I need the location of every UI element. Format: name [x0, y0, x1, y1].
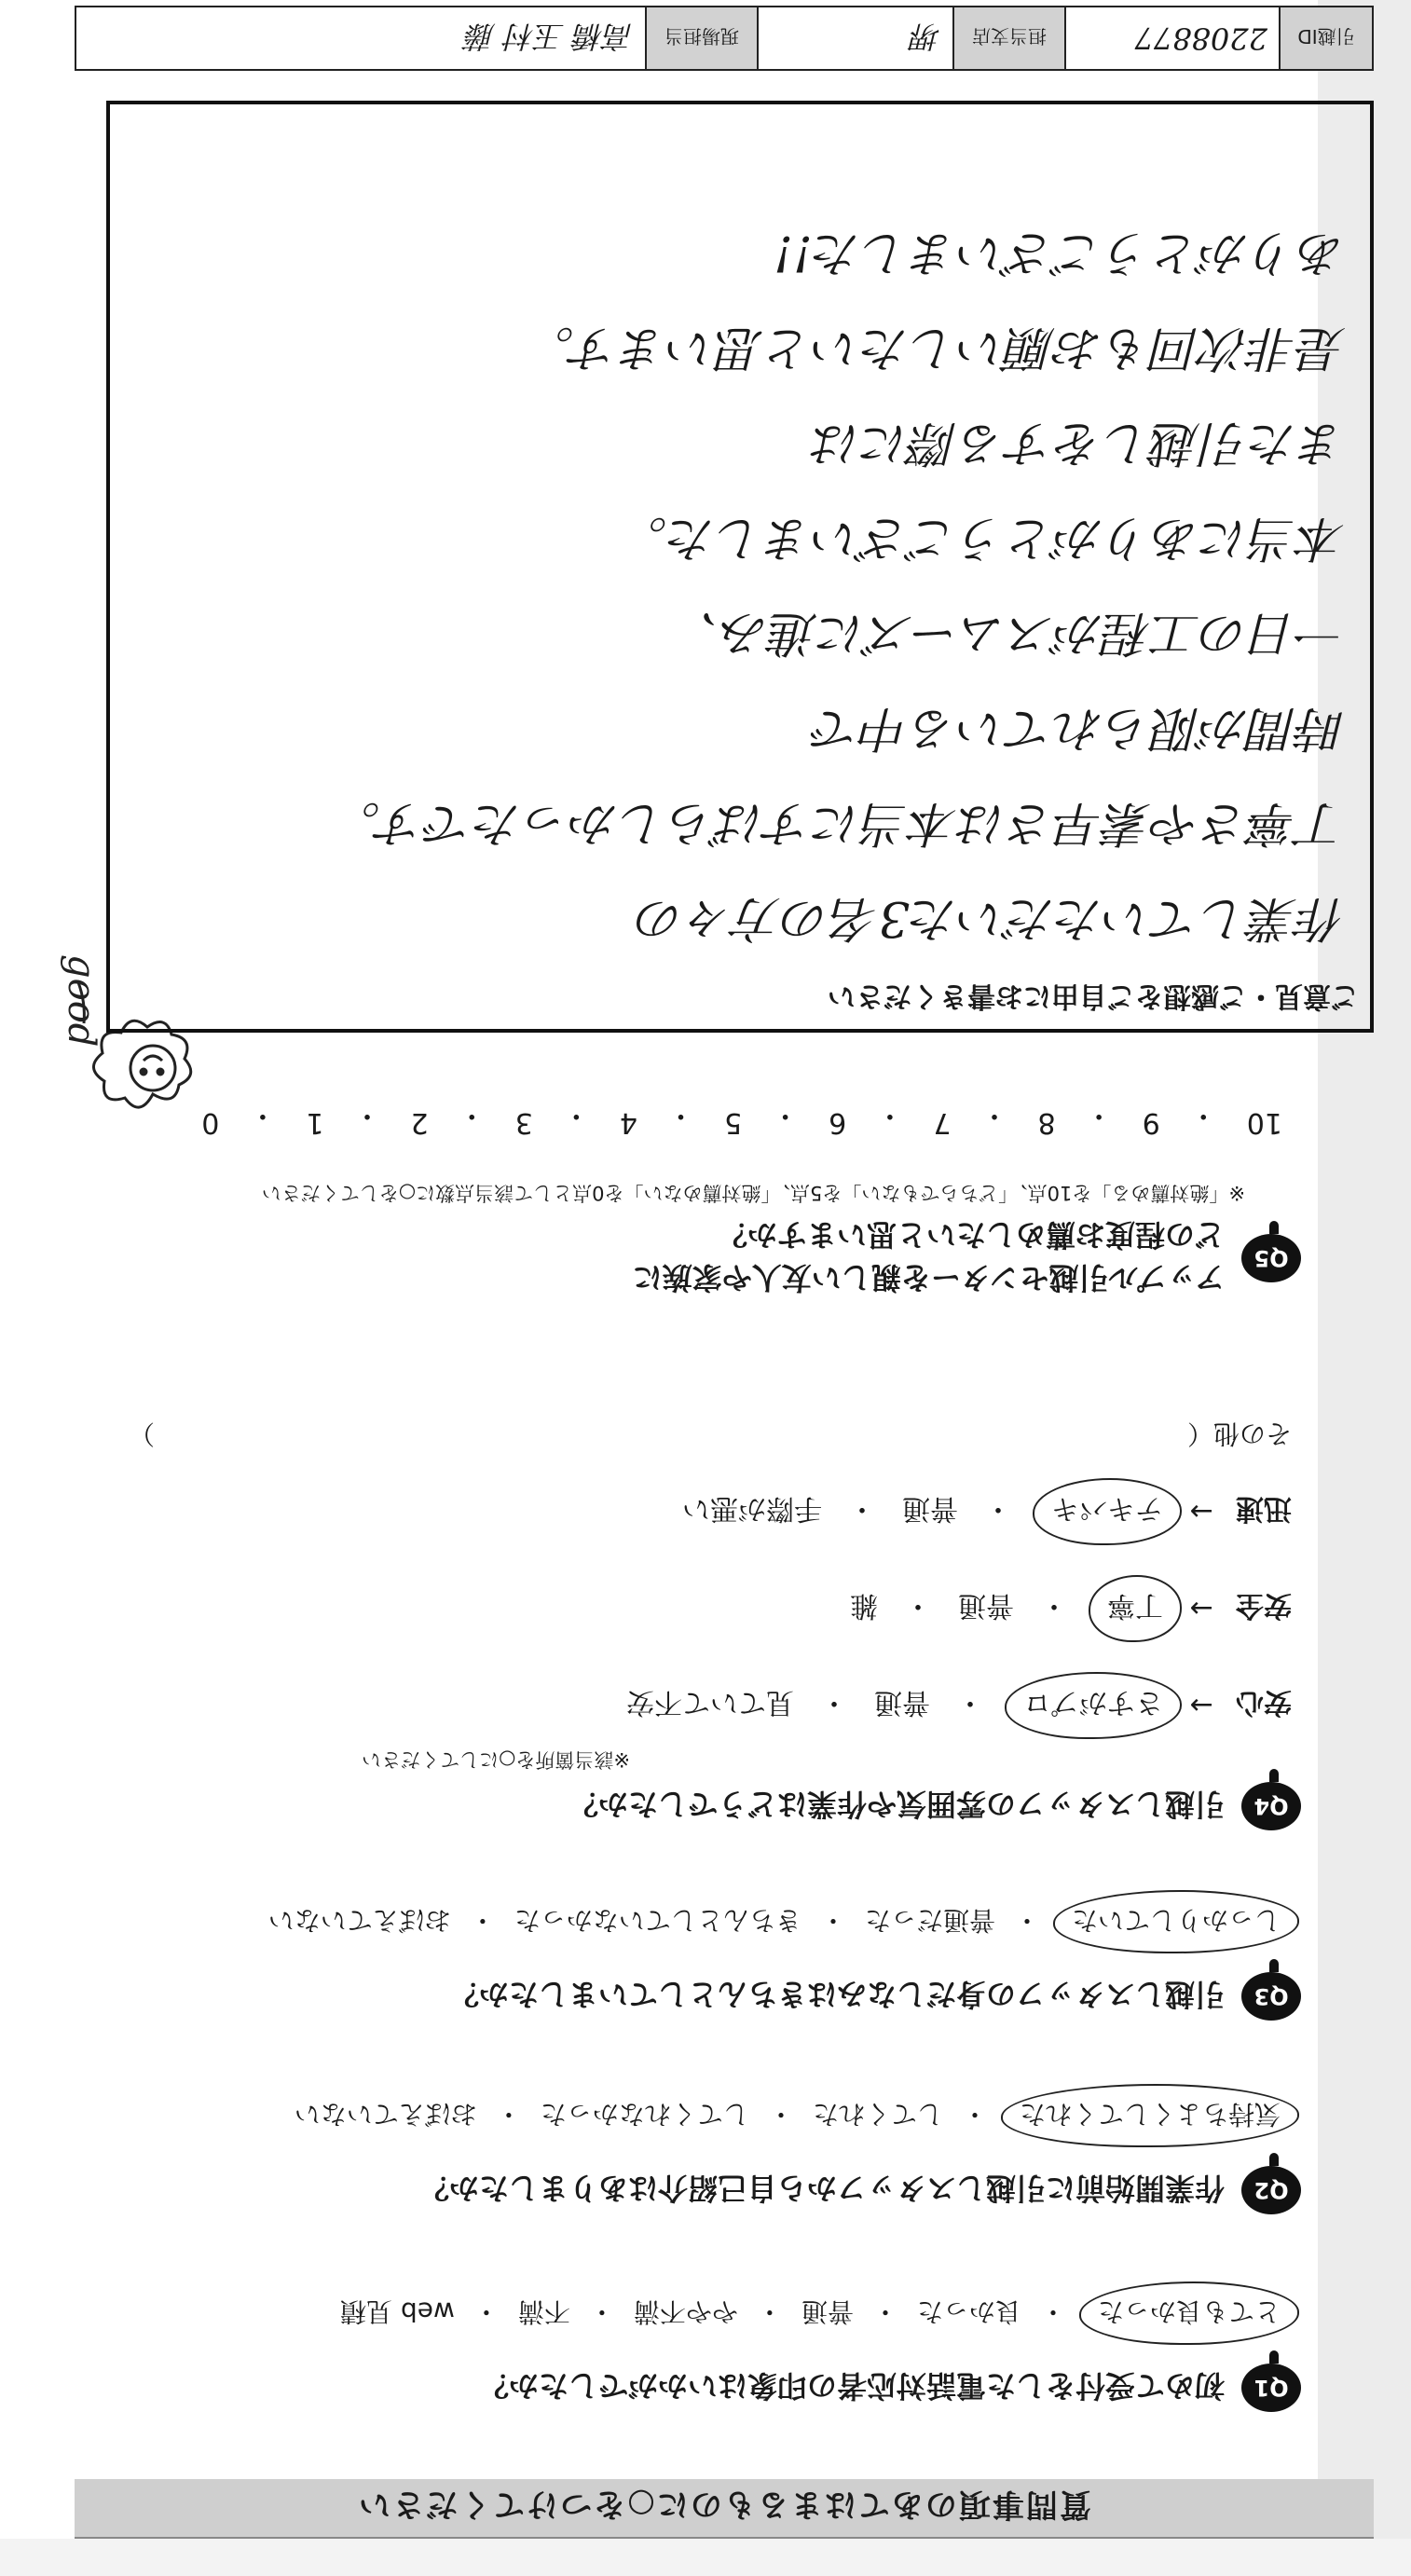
- comment-handwriting[interactable]: [110, 201, 1370, 969]
- q5-badge: Q5: [1241, 1234, 1301, 1282]
- q4-other-label: その他（: [1186, 1418, 1292, 1449]
- comment-line: 時間が限られている中で: [812, 700, 1346, 756]
- q3-option-4[interactable]: おぼえていない: [267, 1905, 451, 1936]
- scale-6[interactable]: 6: [829, 1106, 847, 1139]
- question-2: [89, 2097, 1301, 2214]
- branch-label: 担当支店: [952, 7, 1064, 69]
- q2-options: 気持ちよくしてくれた ・ してくれた ・ してくれなかった ・ おぼえていない: [89, 2097, 1294, 2134]
- scale-10[interactable]: 10: [1246, 1106, 1282, 1139]
- q2-option-2[interactable]: してくれた: [812, 2099, 943, 2130]
- q4-note: ※該当箇所を○にしてください: [362, 1748, 630, 1771]
- footer-table: [75, 6, 1374, 71]
- q5-scale: 10 ・ 9 ・ 8 ・ 7 ・ 6 ・ 5 ・ 4 ・ 3 ・ 2 ・ 1 ・ 0: [201, 1099, 1282, 1139]
- q3-option-2[interactable]: 普通だった: [864, 1905, 995, 1936]
- comment-line: ありがとうございました!!: [774, 225, 1346, 281]
- scale-1[interactable]: 1: [306, 1106, 324, 1139]
- q2-badge: Q2: [1241, 2166, 1301, 2214]
- q1-option-1[interactable]: とても良かった: [1079, 2281, 1299, 2345]
- q1-options: とても良かった ・ 良かった ・ 普通 ・ やや不満 ・ 不満 ・ web 見積: [89, 2295, 1294, 2332]
- q4-row3-option-3[interactable]: 手際が悪い: [682, 1492, 822, 1525]
- comment-line: 一日の工程がスムーズに進み、: [669, 605, 1346, 661]
- q3-option-3[interactable]: きちんとしていなかった: [514, 1905, 801, 1936]
- comment-title: ご意見・ご感想をご自由にお書きください: [828, 980, 1359, 1012]
- q4-row3-option-2[interactable]: 普通: [902, 1492, 958, 1525]
- question-3: [89, 1903, 1301, 2021]
- q3-badge: Q3: [1241, 1972, 1301, 2021]
- q4-badge: Q4: [1241, 1782, 1301, 1830]
- q4-row1-option-1[interactable]: さすがプロ: [1005, 1672, 1182, 1739]
- scale-4[interactable]: 4: [619, 1106, 637, 1139]
- q4-text: 引越しスタッフの雰囲気や作業はどうでしたか？: [568, 1787, 1225, 1822]
- q1-option-5[interactable]: 不満: [517, 2296, 570, 2327]
- question-5: [89, 1098, 1301, 1301]
- staff-label: 現場担当: [645, 7, 757, 69]
- q4-row1-option-3[interactable]: 見ていて不安: [626, 1686, 794, 1719]
- comment-line: また引越しをする際には: [812, 415, 1346, 471]
- scan-edge-bottom: [0, 2539, 1411, 2576]
- instruction-header: 質問事項のあてはまるものに○をつけてください: [75, 2479, 1374, 2539]
- staff-value: 高橋 玉村 藤: [465, 19, 634, 54]
- id-label: 引越ID: [1279, 7, 1372, 69]
- arrow-icon: →: [1189, 1689, 1213, 1722]
- branch-value: 堺: [757, 7, 952, 69]
- q1-option-3[interactable]: 普通: [801, 2296, 854, 2327]
- scale-8[interactable]: 8: [1037, 1106, 1056, 1139]
- q4-row2-option-2[interactable]: 普通: [958, 1589, 1014, 1622]
- q1-option-6[interactable]: web 見積: [340, 2296, 455, 2327]
- comment-line: 作業していただいた3名の方々の: [636, 890, 1346, 946]
- q4-row-label: 安心: [1236, 1686, 1292, 1719]
- q1-badge: Q1: [1241, 2364, 1301, 2412]
- scale-7[interactable]: 7: [933, 1106, 952, 1139]
- q3-options: しっかりしていた ・ 普通だった ・ きちんとしていなかった ・ おぼえていない: [89, 1903, 1294, 1940]
- q5-note: ※「絶対薦める」を10点、「どちらでもない」を5点、「絶対薦めない」を0点として該当点数に○をしてください: [261, 1182, 1245, 1204]
- q4-row-anshin: 安心 → さすがプロ ・ 普通 ・ 見ていて不安: [89, 1685, 1292, 1726]
- id-value: 2208877: [1064, 7, 1279, 69]
- q4-row-label: 安全: [1236, 1589, 1292, 1622]
- q4-row-anzen: 安全 → 丁寧 ・ 普通 ・ 雑: [89, 1588, 1292, 1629]
- q4-row2-option-1[interactable]: 丁寧: [1089, 1575, 1182, 1642]
- q3-text: 引越しスタッフの身だしなみはきちんとしていましたか？: [448, 1977, 1225, 2012]
- q1-option-2[interactable]: 良かった: [916, 2296, 1021, 2327]
- comment-line: 本当にありがとうございました。: [618, 510, 1346, 566]
- q2-option-4[interactable]: おぼえていない: [294, 2099, 477, 2130]
- arrow-icon: →: [1189, 1592, 1213, 1625]
- q4-other: [89, 1417, 1292, 1454]
- scale-9[interactable]: 9: [1142, 1106, 1160, 1139]
- comment-line: 是非次回もお願いしたいと思います。: [526, 320, 1346, 376]
- q1-text: 初めて受付をした電話対応者の印象はいかがでしたか？: [478, 2368, 1225, 2404]
- q4-row-label: 迅速: [1236, 1492, 1292, 1525]
- scale-3[interactable]: 3: [514, 1106, 533, 1139]
- scale-5[interactable]: 5: [724, 1106, 743, 1139]
- q4-other-close: ）: [128, 1418, 155, 1449]
- scale-0[interactable]: 0: [201, 1106, 220, 1139]
- q1-option-4[interactable]: やや不満: [633, 2296, 738, 2327]
- q4-row-jinsoku: 迅速 → テキパキ ・ 普通 ・ 手際が悪い: [89, 1491, 1292, 1532]
- q4-row1-option-2[interactable]: 普通: [874, 1686, 930, 1719]
- q5-text-line2: どの程度お薦めしたいと思いますか？: [717, 1217, 1225, 1253]
- q4-other-field[interactable]: [168, 1417, 1174, 1454]
- q2-option-3[interactable]: してくれなかった: [540, 2099, 749, 2130]
- comment-line: 丁寧さや素早さは本当にすばらしかったです。: [332, 795, 1346, 851]
- q2-text: 作業開始前に引越しスタッフから自己紹介はありましたか？: [418, 2171, 1225, 2206]
- question-4: [89, 1417, 1301, 1830]
- q5-text-line1: アップル引越センターを親しい友人や家族に: [632, 1260, 1225, 1295]
- q4-row3-option-1[interactable]: テキパキ: [1033, 1478, 1182, 1545]
- comment-box: [106, 101, 1374, 1033]
- q4-row2-option-3[interactable]: 雑: [850, 1589, 878, 1622]
- q2-option-1[interactable]: 気持ちよくしてくれた: [1001, 2084, 1299, 2147]
- scale-2[interactable]: 2: [410, 1106, 429, 1139]
- q3-option-1[interactable]: しっかりしていた: [1053, 1890, 1299, 1953]
- arrow-icon: →: [1189, 1495, 1213, 1528]
- question-1: [89, 2295, 1301, 2412]
- doodle-text: good: [60, 954, 103, 1048]
